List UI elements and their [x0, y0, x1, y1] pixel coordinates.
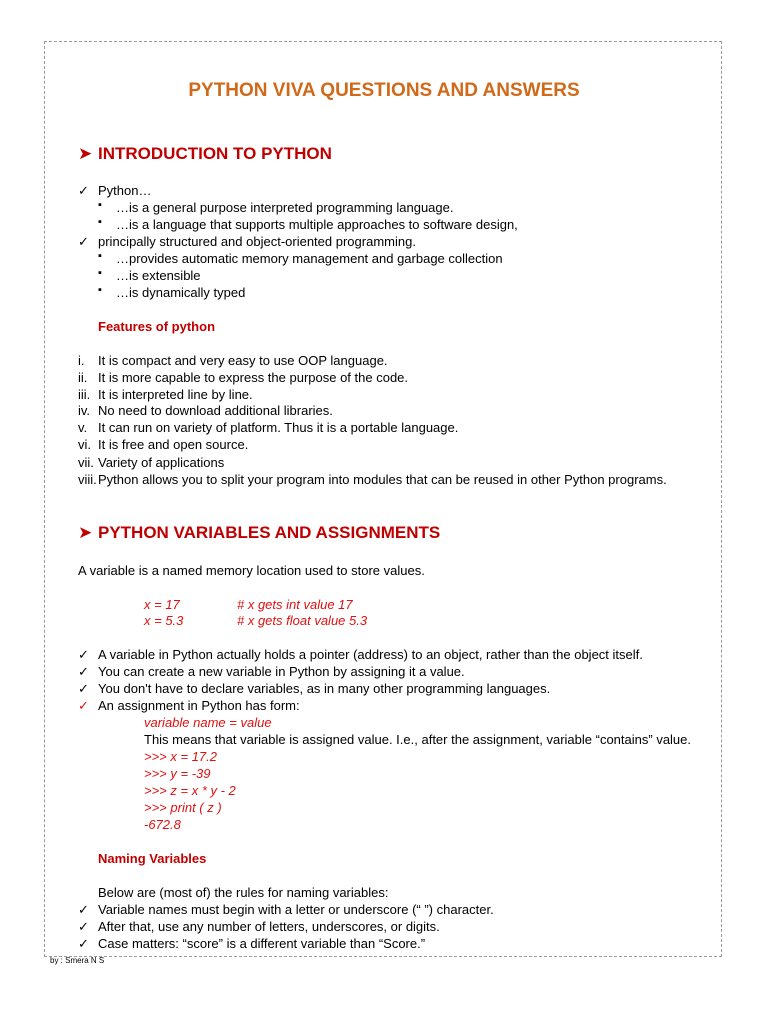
check-icon: ✓ [78, 919, 89, 934]
example-line: >>> y = -39 [144, 766, 211, 781]
code-comment: # x gets float value 5.3 [237, 613, 368, 628]
variable-definition: A variable is a named memory location used to store values. [78, 563, 425, 578]
check-icon: ✓ [78, 698, 89, 713]
bullet-icon: ▪ [98, 267, 102, 279]
example-output: -672.8 [144, 817, 181, 832]
assignment-meaning: This means that variable is assigned value. I.e., after the assignment, variable “contains” value. [144, 732, 692, 747]
features-heading: Features of python [98, 319, 216, 334]
list-item: ▪ …is dynamically typed [98, 284, 246, 300]
check-icon: ✓ [78, 664, 89, 679]
variable-point: ✓ An assignment in Python has form: [78, 698, 300, 713]
variable-point: ✓ You don't have to declare variables, as in many other programming languages. [78, 681, 551, 696]
feature-item: viii.Python allows you to split your program into modules that can be reused in other Python programs. [78, 472, 667, 487]
section-heading-variables: ➤ PYTHON VARIABLES AND ASSIGNMENTS [78, 523, 441, 542]
variable-point: ✓ A variable in Python actually holds a pointer (address) to an object, rather than the object itself. [78, 647, 643, 662]
feature-item: iv. No need to download additional libraries. [78, 403, 333, 418]
naming-intro: Below are (most of) the rules for naming variables: [98, 885, 389, 900]
check-icon: ✓ [78, 936, 89, 951]
naming-rule: ✓ Case matters: “score” is a different variable than “Score.” [78, 936, 426, 951]
example-line: >>> print ( z ) [144, 800, 222, 815]
feature-item: iii. It is interpreted line by line. [78, 387, 253, 402]
feature-item: vii. Variety of applications [78, 455, 225, 470]
bullet-icon: ▪ [98, 250, 102, 262]
code-line: x = 5.3 [144, 613, 184, 628]
feature-item: v. It can run on variety of platform. Thus it is a portable language. [78, 420, 459, 435]
arrow-bullet-icon: ➤ [78, 523, 93, 542]
list-item: ▪ …is a language that supports multiple approaches to software design, [98, 216, 518, 232]
example-line: >>> z = x * y - 2 [144, 783, 236, 798]
list-item: ▪ …provides automatic memory management and garbage collection [98, 250, 503, 266]
python-item: ✓ Python… [78, 183, 152, 198]
feature-item: ii. It is more capable to express the purpose of the code. [78, 370, 409, 385]
list-item: ▪ …is a general purpose interpreted programming language. [98, 199, 454, 215]
feature-item: i. It is compact and very easy to use OOP language. [78, 353, 388, 368]
bullet-icon: ▪ [98, 216, 102, 228]
arrow-bullet-icon: ➤ [78, 144, 93, 163]
bullet-icon: ▪ [98, 199, 102, 211]
page-title: PYTHON VIVA QUESTIONS AND ANSWERS [188, 80, 580, 101]
check-icon: ✓ [78, 902, 89, 917]
check-icon: ✓ [78, 647, 89, 662]
naming-rule: ✓ After that, use any number of letters, underscores, or digits. [78, 919, 440, 934]
code-comment: # x gets int value 17 [237, 597, 353, 612]
variable-point: ✓ You can create a new variable in Python by assigning it a value. [78, 664, 465, 679]
naming-heading: Naming Variables [98, 851, 207, 866]
example-line: >>> x = 17.2 [144, 749, 218, 764]
list-item: ▪ …is extensible [98, 267, 201, 283]
check-icon: ✓ [78, 183, 89, 198]
footer-author: by : Smera N S [50, 956, 105, 965]
check-icon: ✓ [78, 681, 89, 696]
naming-rule: ✓ Variable names must begin with a letter or underscore (“ ”) character. [78, 902, 494, 917]
section-heading-intro: ➤ INTRODUCTION TO PYTHON [78, 144, 332, 163]
assignment-form: variable name = value [144, 715, 272, 730]
code-line: x = 17 [144, 597, 180, 612]
principally-item: ✓ principally structured and object-oriented programming. [78, 234, 416, 249]
bullet-icon: ▪ [98, 284, 102, 296]
feature-item: vi. It is free and open source. [78, 437, 249, 452]
check-icon: ✓ [78, 234, 89, 249]
